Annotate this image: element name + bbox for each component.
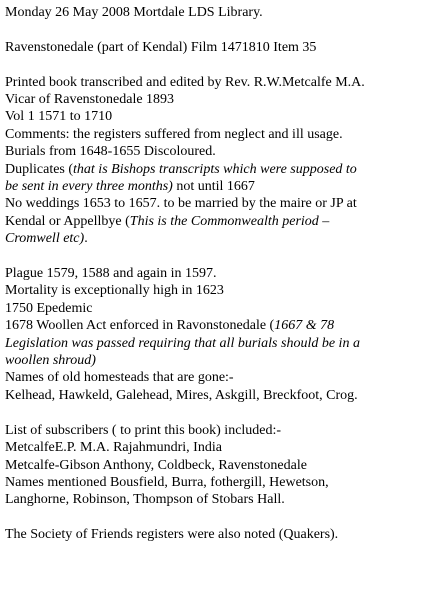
kendal-line <box>5 213 437 230</box>
cromwell-tail: . <box>84 231 88 247</box>
cromwell-line <box>5 230 437 247</box>
names-mentioned-line: Names mentioned Bousfield, Burra, fothergill, Hewetson, <box>5 474 329 490</box>
epidemic-line: 1750 Epedemic <box>5 300 93 316</box>
woollen-act-text: 1678 Woollen Act enforced in Ravonstonedale ( <box>5 318 275 334</box>
plague-line: Plague 1579, 1588 and again in 1597. <box>5 266 217 282</box>
film-line: Ravenstonedale (part of Kendal) Film 1471810 Item 35 <box>5 39 317 55</box>
homesteads-label: Names of old homesteads that are gone:- <box>5 370 234 386</box>
spacer <box>5 404 437 421</box>
spacer <box>5 56 437 73</box>
kendal-text: Kendal or Appellbye ( <box>5 213 130 229</box>
legislation-line: Legislation was passed requiring that all burials should be in a <box>5 335 360 351</box>
subscribers-label: List of subscribers ( to print this book) included:- <box>5 422 282 438</box>
duplicates-tail: not until 1667 <box>172 179 255 195</box>
comments-line: Comments: the registers suffered from neglect and ill usage. <box>5 126 343 142</box>
subscriber-item: Metcalfe-Gibson Anthony, Coldbeck, Ravenstonedale <box>5 457 307 473</box>
duplicates-line-2 <box>5 178 437 195</box>
homesteads-list: Kelhead, Hawkeld, Galehead, Mires, Askgill, Breckfoot, Crog. <box>5 387 358 403</box>
duplicates-italic-note: that is Bishops transcripts which were supposed to <box>73 161 357 177</box>
spacer <box>5 509 437 526</box>
woollen-act-line <box>5 317 437 334</box>
woollen-shroud-line: woollen shroud) <box>5 353 96 369</box>
spacer <box>5 21 437 38</box>
weddings-line: No weddings 1653 to 1657. to be married by the maire or JP at <box>5 196 357 212</box>
vicar-line: Vicar of Ravenstonedale 1893 <box>5 92 175 107</box>
cromwell-note: Cromwell etc) <box>5 231 85 247</box>
duplicates-line <box>5 161 437 178</box>
spacer <box>5 248 437 265</box>
duplicates-text: Duplicates ( <box>5 161 74 177</box>
volume-line: Vol 1 1571 to 1710 <box>5 109 113 125</box>
commonwealth-note: This is the Commonwealth period – <box>129 213 330 229</box>
woollen-act-italic: 1667 & 78 <box>274 318 335 334</box>
mortality-line: Mortality is exceptionally high in 1623 <box>5 283 224 299</box>
burials-line: Burials from 1648-1655 Discoloured. <box>5 144 216 160</box>
subscriber-item: MetcalfeE.P. M.A. Rajahmundri, India <box>5 440 222 456</box>
names-mentioned-line-2: Langhorne, Robinson, Thompson of Stobars Hall. <box>5 492 285 508</box>
quakers-line: The Society of Friends registers were also noted (Quakers). <box>5 527 339 543</box>
date-line: Monday 26 May 2008 Mortdale LDS Library. <box>5 5 263 20</box>
printed-book-line: Printed book transcribed and edited by Rev. R.W.Metcalfe M.A. <box>5 74 365 90</box>
duplicates-italic-note-2: be sent in every three months) <box>5 179 173 195</box>
